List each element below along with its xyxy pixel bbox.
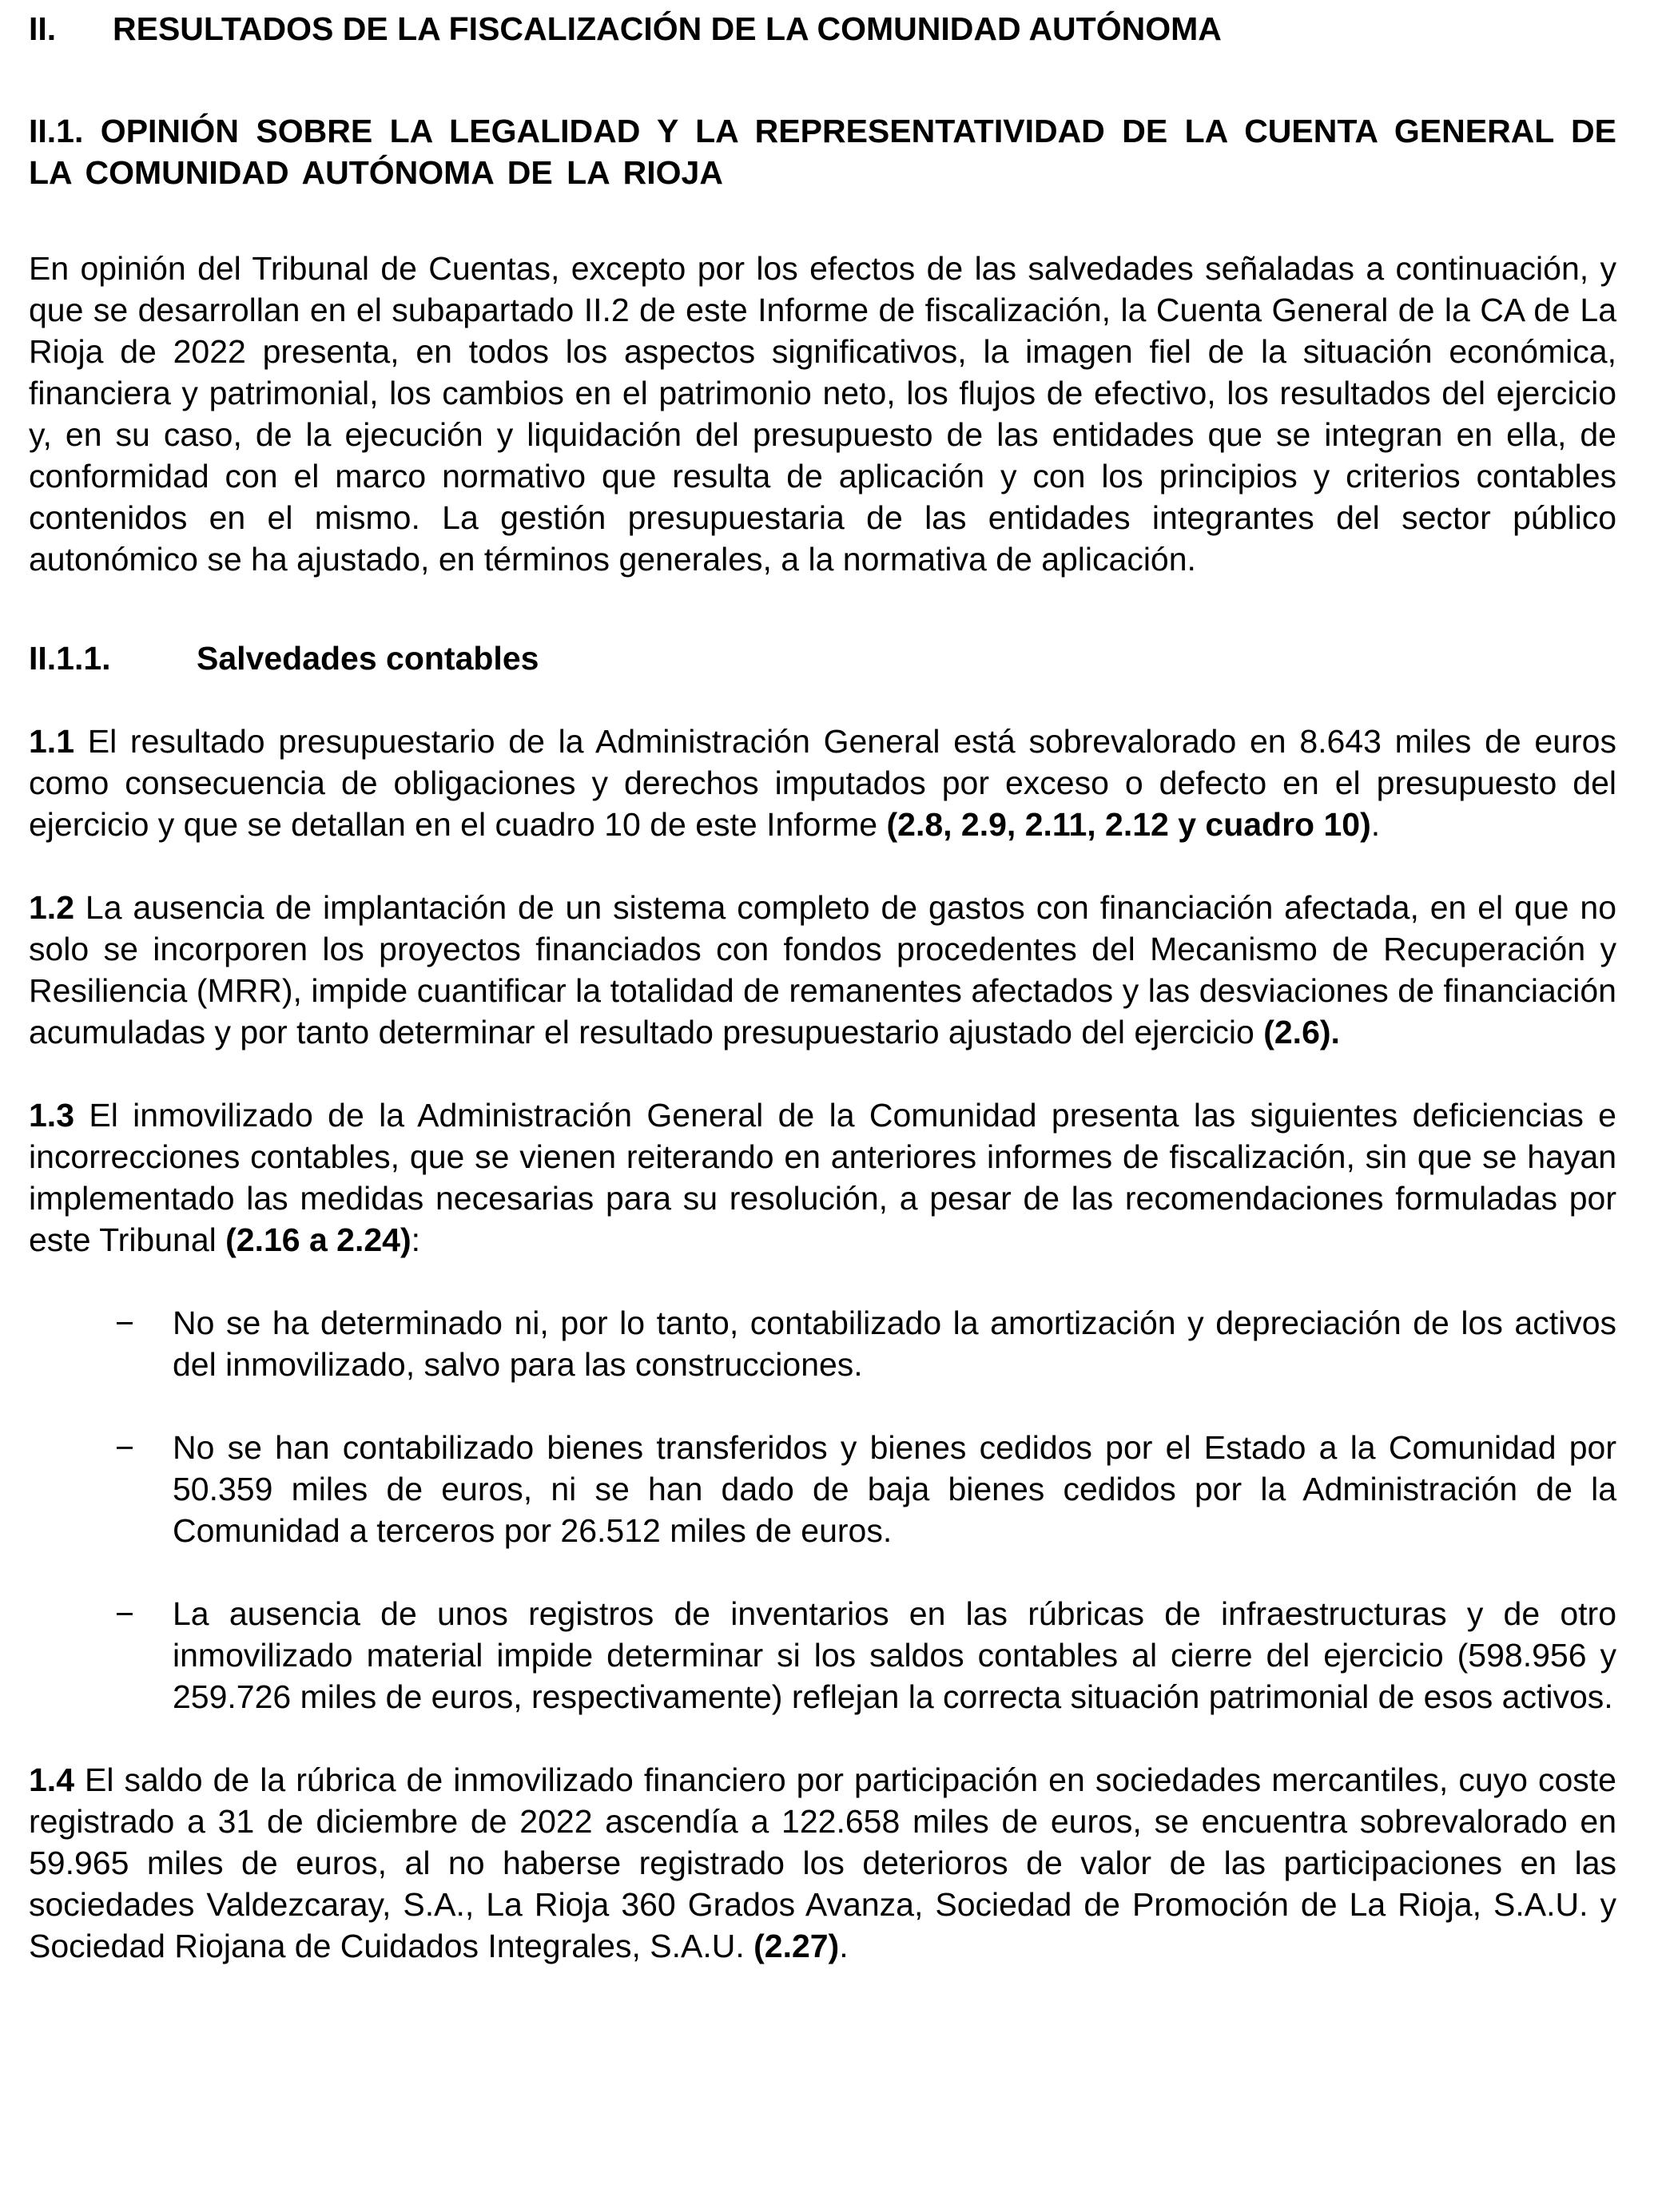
finding-tail: :: [411, 1221, 421, 1258]
dash-bullet: −: [115, 1429, 134, 1466]
list-item-text: No se han contabilizado bienes transferidos y bienes cedidos por el Estado a la Comunidad por 50.359 miles de euros, ni se han dado de baja bienes cedidos por la Administración de la Comunidad a terceros por 26.512 miles de euros.: [173, 1429, 1616, 1549]
subsubsection-title: Salvedades contables: [197, 640, 539, 677]
section-title: RESULTADOS DE LA FISCALIZACIÓN DE LA COMUNIDAD AUTÓNOMA: [113, 10, 1222, 47]
list-item: [29, 1302, 1616, 1385]
finding-text: El saldo de la rúbrica de inmovilizado financiero por participación en sociedades mercantiles, cuyo coste registrado a 31 de diciembre de 2022 ascendía a 122.658 miles de euros, se encuentra sobrevalorado en 59.965 miles de euros, al no haberse registrado los deterioros de valor de las participaciones en las sociedades Valdezcaray, S.A., La Rioja 360 Grados Avanza, Sociedad de Promoción de La Rioja, S.A.U. y Sociedad Riojana de Cuidados Integrales, S.A.U.: [29, 1761, 1616, 1964]
finding-1-1: [29, 721, 1616, 845]
subsubsection-heading: [29, 637, 1616, 679]
list-item: [29, 1593, 1616, 1718]
subsection-heading: II.1. OPINIÓN SOBRE LA LEGALIDAD Y LA REPRESENTATIVIDAD DE LA CUENTA GENERAL DE LA COMUNIDAD AUTÓNOMA DE LA RIOJA: [29, 113, 1616, 191]
dash-bullet: −: [115, 1305, 134, 1341]
deficiency-list: [29, 1302, 1616, 1718]
section-number: II.: [29, 10, 57, 47]
list-item: [29, 1427, 1616, 1551]
finding-reference: (2.16 a 2.24): [225, 1221, 412, 1258]
dash-bullet: −: [115, 1595, 134, 1632]
finding-1-4: [29, 1759, 1616, 1967]
finding-1-3: [29, 1094, 1616, 1261]
finding-number: 1.1: [29, 723, 74, 760]
finding-text: El inmovilizado de la Administración General de la Comunidad presenta las siguientes deficiencias e incorrecciones contables, que se vienen reiterando en anteriores informes de fiscalización, sin que se hayan implementado las medidas necesarias para su resolución, a pesar de las recomendaciones formuladas por este Tribunal: [29, 1097, 1616, 1258]
finding-number: 1.3: [29, 1097, 74, 1134]
finding-reference: (2.8, 2.9, 2.11, 2.12 y cuadro 10): [886, 806, 1371, 843]
finding-1-2: [29, 887, 1616, 1053]
subsubsection-number: II.1.1.: [29, 640, 111, 677]
section-heading: [29, 10, 1616, 48]
finding-reference: (2.6).: [1263, 1014, 1340, 1050]
finding-number: 1.4: [29, 1761, 74, 1798]
finding-reference: (2.27): [753, 1928, 840, 1964]
finding-tail: .: [839, 1928, 849, 1964]
document-page: [29, 0, 1616, 1967]
list-item-text: No se ha determinado ni, por lo tanto, contabilizado la amortización y depreciación de los activos del inmovilizado, salvo para las construcciones.: [173, 1305, 1616, 1383]
finding-tail: .: [1370, 806, 1381, 843]
finding-number: 1.2: [29, 889, 74, 926]
finding-text: El resultado presupuestario de la Administración General está sobrevalorado en 8.643 miles de euros como consecuencia de obligaciones y derechos imputados por exceso o defecto en el presupuesto del ejercicio y que se detallan en el cuadro 10 de este Informe: [29, 723, 1616, 843]
opinion-paragraph: En opinión del Tribunal de Cuentas, excepto por los efectos de las salvedades señaladas a continuación, y que se desarrollan en el subapartado II.2 de este Informe de fiscalización, la Cuenta General de la CA de La Rioja de 2022 presenta, en todos los aspectos significativos, la imagen fiel de la situación económica, financiera y patrimonial, los cambios en el patrimonio neto, los flujos de efectivo, los resultados del ejercicio y, en su caso, de la ejecución y liquidación del presupuesto de las entidades que se integran en ella, de conformidad con el marco normativo que resulta de aplicación y con los principios y criterios contables contenidos en el mismo. La gestión presupuestaria de las entidades integrantes del sector público autonómico se ha ajustado, en términos generales, a la normativa de aplicación.: [29, 250, 1616, 578]
list-item-text: La ausencia de unos registros de inventarios en las rúbricas de infraestructuras y de otro inmovilizado material impide determinar si los saldos contables al cierre del ejercicio (598.956 y 259.726 miles de euros, respectivamente) reflejan la correcta situación patrimonial de esos activos.: [173, 1595, 1616, 1715]
finding-text: La ausencia de implantación de un sistema completo de gastos con financiación afectada, en el que no solo se incorporen los proyectos financiados con fondos procedentes del Mecanismo de Recuperación y Resiliencia (MRR), impide cuantificar la totalidad de remanentes afectados y las desviaciones de financiación acumuladas y por tanto determinar el resultado presupuestario ajustado del ejercicio: [29, 889, 1616, 1050]
